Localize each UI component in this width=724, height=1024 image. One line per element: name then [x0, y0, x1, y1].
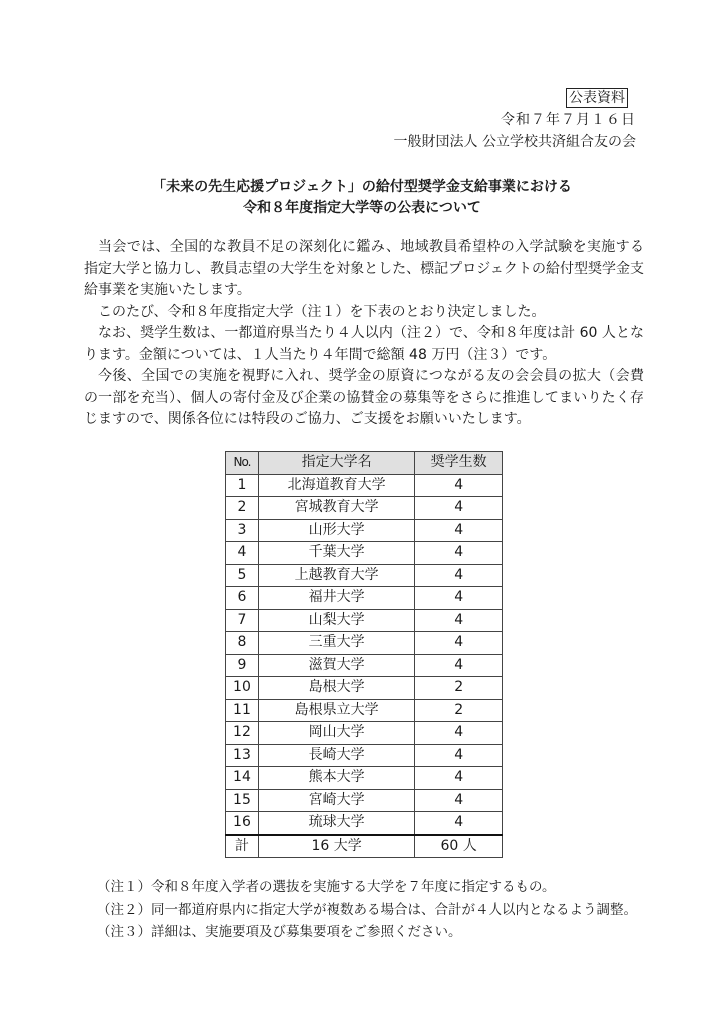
row-no: 13: [226, 744, 259, 767]
table-body: [226, 474, 503, 835]
row-no: 6: [226, 587, 259, 610]
document-title: [0, 177, 724, 219]
body-paragraph: なお、奨学生数は、一都道府県当たり４人以内（注２）で、令和８年度は計 60 人となります。金額については、１人当たり４年間で総額 48 万円（注３）です。: [84, 325, 644, 363]
row-scholar-count: 4: [415, 542, 503, 565]
table-row: [226, 654, 503, 677]
header-no: No.: [226, 452, 259, 475]
table-row: [226, 812, 503, 835]
public-document-stamp: 公表資料: [566, 88, 628, 108]
table-row: [226, 587, 503, 610]
footnotes: [97, 876, 637, 944]
row-scholar-count: 4: [415, 564, 503, 587]
row-no: 10: [226, 677, 259, 700]
row-no: 11: [226, 699, 259, 722]
table-row: [226, 542, 503, 565]
row-scholar-count: 2: [415, 699, 503, 722]
table-header-row: [226, 452, 503, 475]
footnote-2: （注２）同一都道府県内に指定大学が複数ある場合は、合計が４人以内となるよう調整。: [97, 901, 637, 918]
document-date: 令和７年７月１６日: [501, 112, 636, 128]
table-row: [226, 497, 503, 520]
row-no: 3: [226, 519, 259, 542]
organization-name: 一般財団法人 公立学校共済組合友の会: [393, 134, 636, 150]
row-university-name: 琉球大学: [258, 812, 414, 835]
body-paragraph: 今後、全国での実施を視野に入れ、奨学金の原資につながる友の会会員の拡大（会費の一部を充当）、個人の寄付金及び企業の協賛金の募集等をさらに推進してまいりたく存じますので、関係各位には特段のご協力、ご支援をお願いいたします。: [84, 368, 644, 427]
total-scholars: 60 人: [415, 835, 503, 858]
table-row: [226, 699, 503, 722]
row-no: 14: [226, 767, 259, 790]
row-no: 2: [226, 497, 259, 520]
row-university-name: 上越教育大学: [258, 564, 414, 587]
body-paragraph: このたび、令和８年度指定大学（注１）を下表のとおり決定しました。: [98, 303, 546, 320]
row-university-name: 山梨大学: [258, 609, 414, 632]
table-row: [226, 744, 503, 767]
table-row: [226, 609, 503, 632]
body-paragraph: 当会では、全国的な教員不足の深刻化に鑑み、地域教員希望枠の入学試験を実施する指定大学と協力し、教員志望の大学生を対象とした、標記プロジェクトの給付型奨学金支給事業を実施いたします。: [84, 239, 644, 298]
row-scholar-count: 4: [415, 587, 503, 610]
table-row: [226, 767, 503, 790]
row-university-name: 山形大学: [258, 519, 414, 542]
row-no: 7: [226, 609, 259, 632]
row-no: 5: [226, 564, 259, 587]
row-no: 12: [226, 722, 259, 745]
row-university-name: 三重大学: [258, 632, 414, 655]
row-university-name: 福井大学: [258, 587, 414, 610]
row-no: 8: [226, 632, 259, 655]
table-row: [226, 519, 503, 542]
body-text: [84, 237, 644, 431]
row-no: 9: [226, 654, 259, 677]
row-scholar-count: 4: [415, 654, 503, 677]
table-row: [226, 474, 503, 497]
table-total-row: [226, 835, 503, 858]
row-no: 4: [226, 542, 259, 565]
row-no: 15: [226, 789, 259, 812]
total-label: 計: [226, 835, 259, 858]
row-university-name: 千葉大学: [258, 542, 414, 565]
table-row: [226, 677, 503, 700]
row-scholar-count: 4: [415, 722, 503, 745]
title-line-1: 「未来の先生応援プロジェクト」の給付型奨学金支給事業における: [152, 179, 572, 195]
row-no: 16: [226, 812, 259, 835]
row-university-name: 島根大学: [258, 677, 414, 700]
row-university-name: 宮城教育大学: [258, 497, 414, 520]
row-university-name: 北海道教育大学: [258, 474, 414, 497]
row-scholar-count: 4: [415, 789, 503, 812]
table-row: [226, 722, 503, 745]
row-scholar-count: 4: [415, 519, 503, 542]
row-scholar-count: 4: [415, 474, 503, 497]
row-university-name: 熊本大学: [258, 767, 414, 790]
header-scholar-count: 奨学生数: [415, 452, 503, 475]
row-university-name: 岡山大学: [258, 722, 414, 745]
header-university-name: 指定大学名: [258, 452, 414, 475]
row-scholar-count: 2: [415, 677, 503, 700]
row-university-name: 宮崎大学: [258, 789, 414, 812]
row-university-name: 島根県立大学: [258, 699, 414, 722]
footnote-1: （注１）令和８年度入学者の選抜を実施する大学を７年度に指定するもの。: [97, 879, 556, 895]
footnote-3: （注３）詳細は、実施要項及び募集要項をご参照ください。: [97, 924, 462, 940]
row-no: 1: [226, 474, 259, 497]
row-scholar-count: 4: [415, 767, 503, 790]
table-row: [226, 632, 503, 655]
row-scholar-count: 4: [415, 609, 503, 632]
table-row: [226, 564, 503, 587]
table-row: [226, 789, 503, 812]
row-scholar-count: 4: [415, 744, 503, 767]
row-scholar-count: 4: [415, 812, 503, 835]
designated-universities-table: [225, 451, 503, 858]
total-universities: 16 大学: [258, 835, 414, 858]
row-scholar-count: 4: [415, 632, 503, 655]
row-university-name: 長崎大学: [258, 744, 414, 767]
row-university-name: 滋賀大学: [258, 654, 414, 677]
title-line-2: 令和８年度指定大学等の公表について: [243, 200, 481, 216]
row-scholar-count: 4: [415, 497, 503, 520]
